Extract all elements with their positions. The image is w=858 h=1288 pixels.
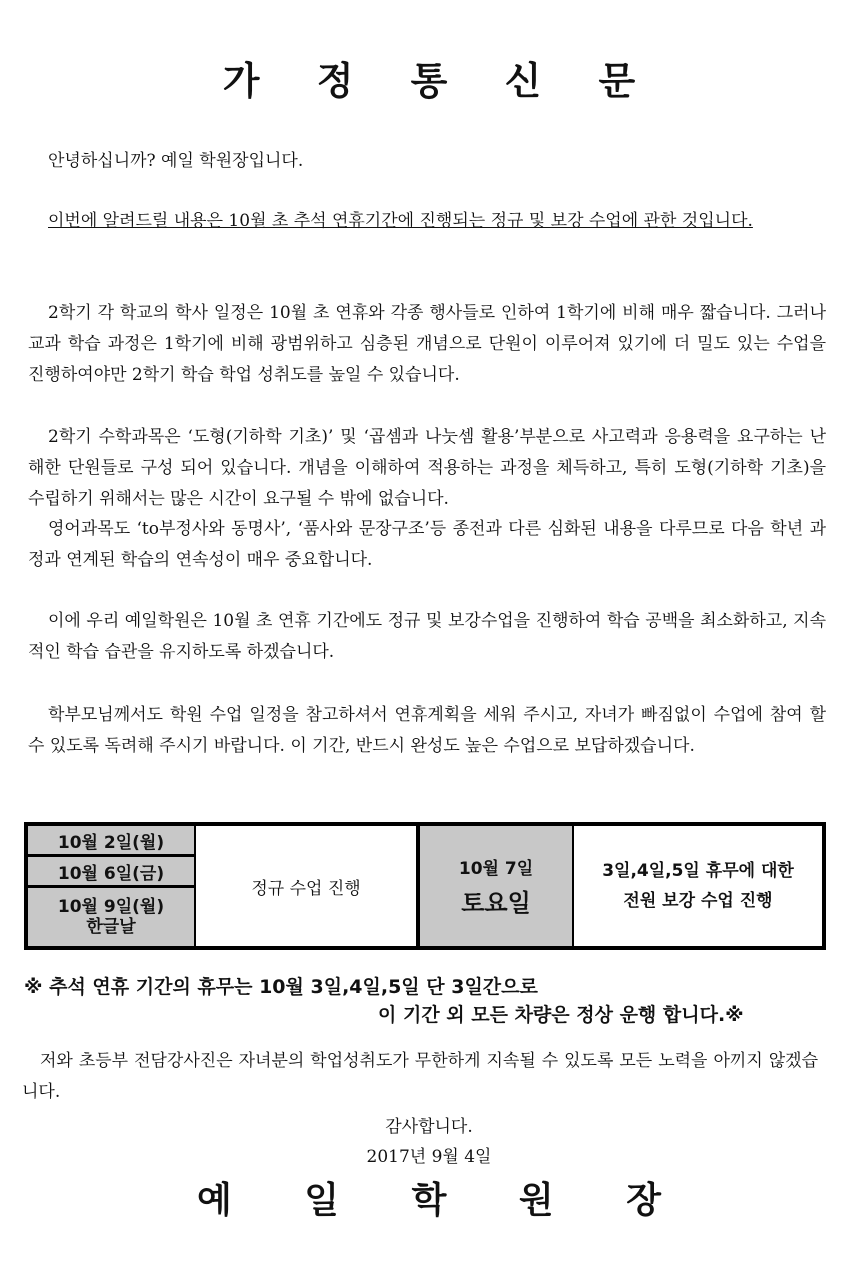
date-oct-9 bbox=[27, 887, 195, 947]
saturday-day: 토요일 bbox=[461, 889, 531, 917]
closing-paragraph: 저와 초등부 전담강사진은 자녀분의 학업성취도가 무한하게 지속될 수 있도록 모든 노력을 아끼지 않겠습니다. bbox=[22, 1051, 818, 1102]
makeup-line-1: 3일,4일,5일 휴무에 대한 bbox=[602, 861, 794, 881]
makeup-line-2: 전원 보강 수업 진행 bbox=[623, 891, 773, 911]
headline: 이번에 알려드릴 내용은 10월 초 추석 연휴기간에 진행되는 정규 및 보강 수업에 관한 것입니다. bbox=[48, 211, 753, 231]
paragraph-math: 2학기 수학과목은 ‘도형(기하학 기초)’ 및 ‘곱셈과 나눗셈 활용’부분으로 사고력과 응용력을 요구하는 난해한 단원들로 구성 되어 있습니다. 개념을 이해하여 적용하는 과정을 체득하고, 특히 도형(기하학 기초)을 수립하기 위해서는 많은 시간이 요구될 수 밖에 없습니다. bbox=[28, 427, 826, 509]
saturday-date: 10월 7일 bbox=[458, 859, 534, 879]
makeup-class-cell bbox=[573, 825, 823, 947]
letter-date: 2017년 9월 4일 bbox=[366, 1147, 492, 1167]
paragraph-request: 학부모님께서도 학원 수업 일정을 참고하셔서 연휴계획을 세워 주시고, 자녀가 빠짐없이 수업에 참여 할 수 있도록 독려해 주시기 바랍니다. 이 기간, 반드시 완성도 높은 수업으로 보답하겠습니다. bbox=[28, 705, 826, 756]
regular-class-cell: 정규 수업 진행 bbox=[195, 825, 419, 947]
signature: 예 일 학 원 장 bbox=[196, 1180, 691, 1221]
schedule-table bbox=[24, 822, 826, 950]
notice-line-2: 이 기간 외 모든 차량은 정상 운행 합니다.※ bbox=[378, 1004, 744, 1026]
paragraph-schedule: 2학기 각 학교의 학사 일정은 10월 초 연휴와 각종 행사들로 인하여 1학기에 비해 매우 짧습니다. 그러나 교과 학습 과정은 1학기에 비해 광범위하고 심층된 개념으로 단원이 이루어져 있기에 더 밀도 있는 수업을 진행하여야만 2학기 학습 학업 성취도를 높일 수 있습니다. bbox=[28, 303, 826, 385]
saturday-cell bbox=[419, 825, 573, 947]
date-oct-6: 10월 6일(금) bbox=[27, 856, 195, 887]
thanks-line: 감사합니다. bbox=[385, 1117, 473, 1137]
paragraph-plan: 이에 우리 예일학원은 10월 초 연휴 기간에도 정규 및 보강수업을 진행하여 학습 공백을 최소화하고, 지속적인 학습 습관을 유지하도록 하겠습니다. bbox=[28, 611, 826, 662]
notice-line-1: ※ 추석 연휴 기간의 휴무는 10월 3일,4일,5일 단 3일간으로 bbox=[24, 976, 538, 998]
date-oct-9-label: 10월 9일(월) bbox=[57, 897, 165, 917]
date-oct-2: 10월 2일(월) bbox=[27, 825, 195, 856]
paragraph-english: 영어과목도 ‘to부정사와 동명사’, ‘품사와 문장구조’등 종전과 다른 심화된 내용을 다루므로 다음 학년 과정과 연계된 학습의 연속성이 매우 중요합니다. bbox=[28, 519, 826, 570]
greeting: 안녕하십니까? 예일 학원장입니다. bbox=[48, 151, 304, 171]
document-title: 가 정 통 신 문 bbox=[222, 59, 658, 103]
hangul-day-label: 한글날 bbox=[86, 917, 136, 937]
